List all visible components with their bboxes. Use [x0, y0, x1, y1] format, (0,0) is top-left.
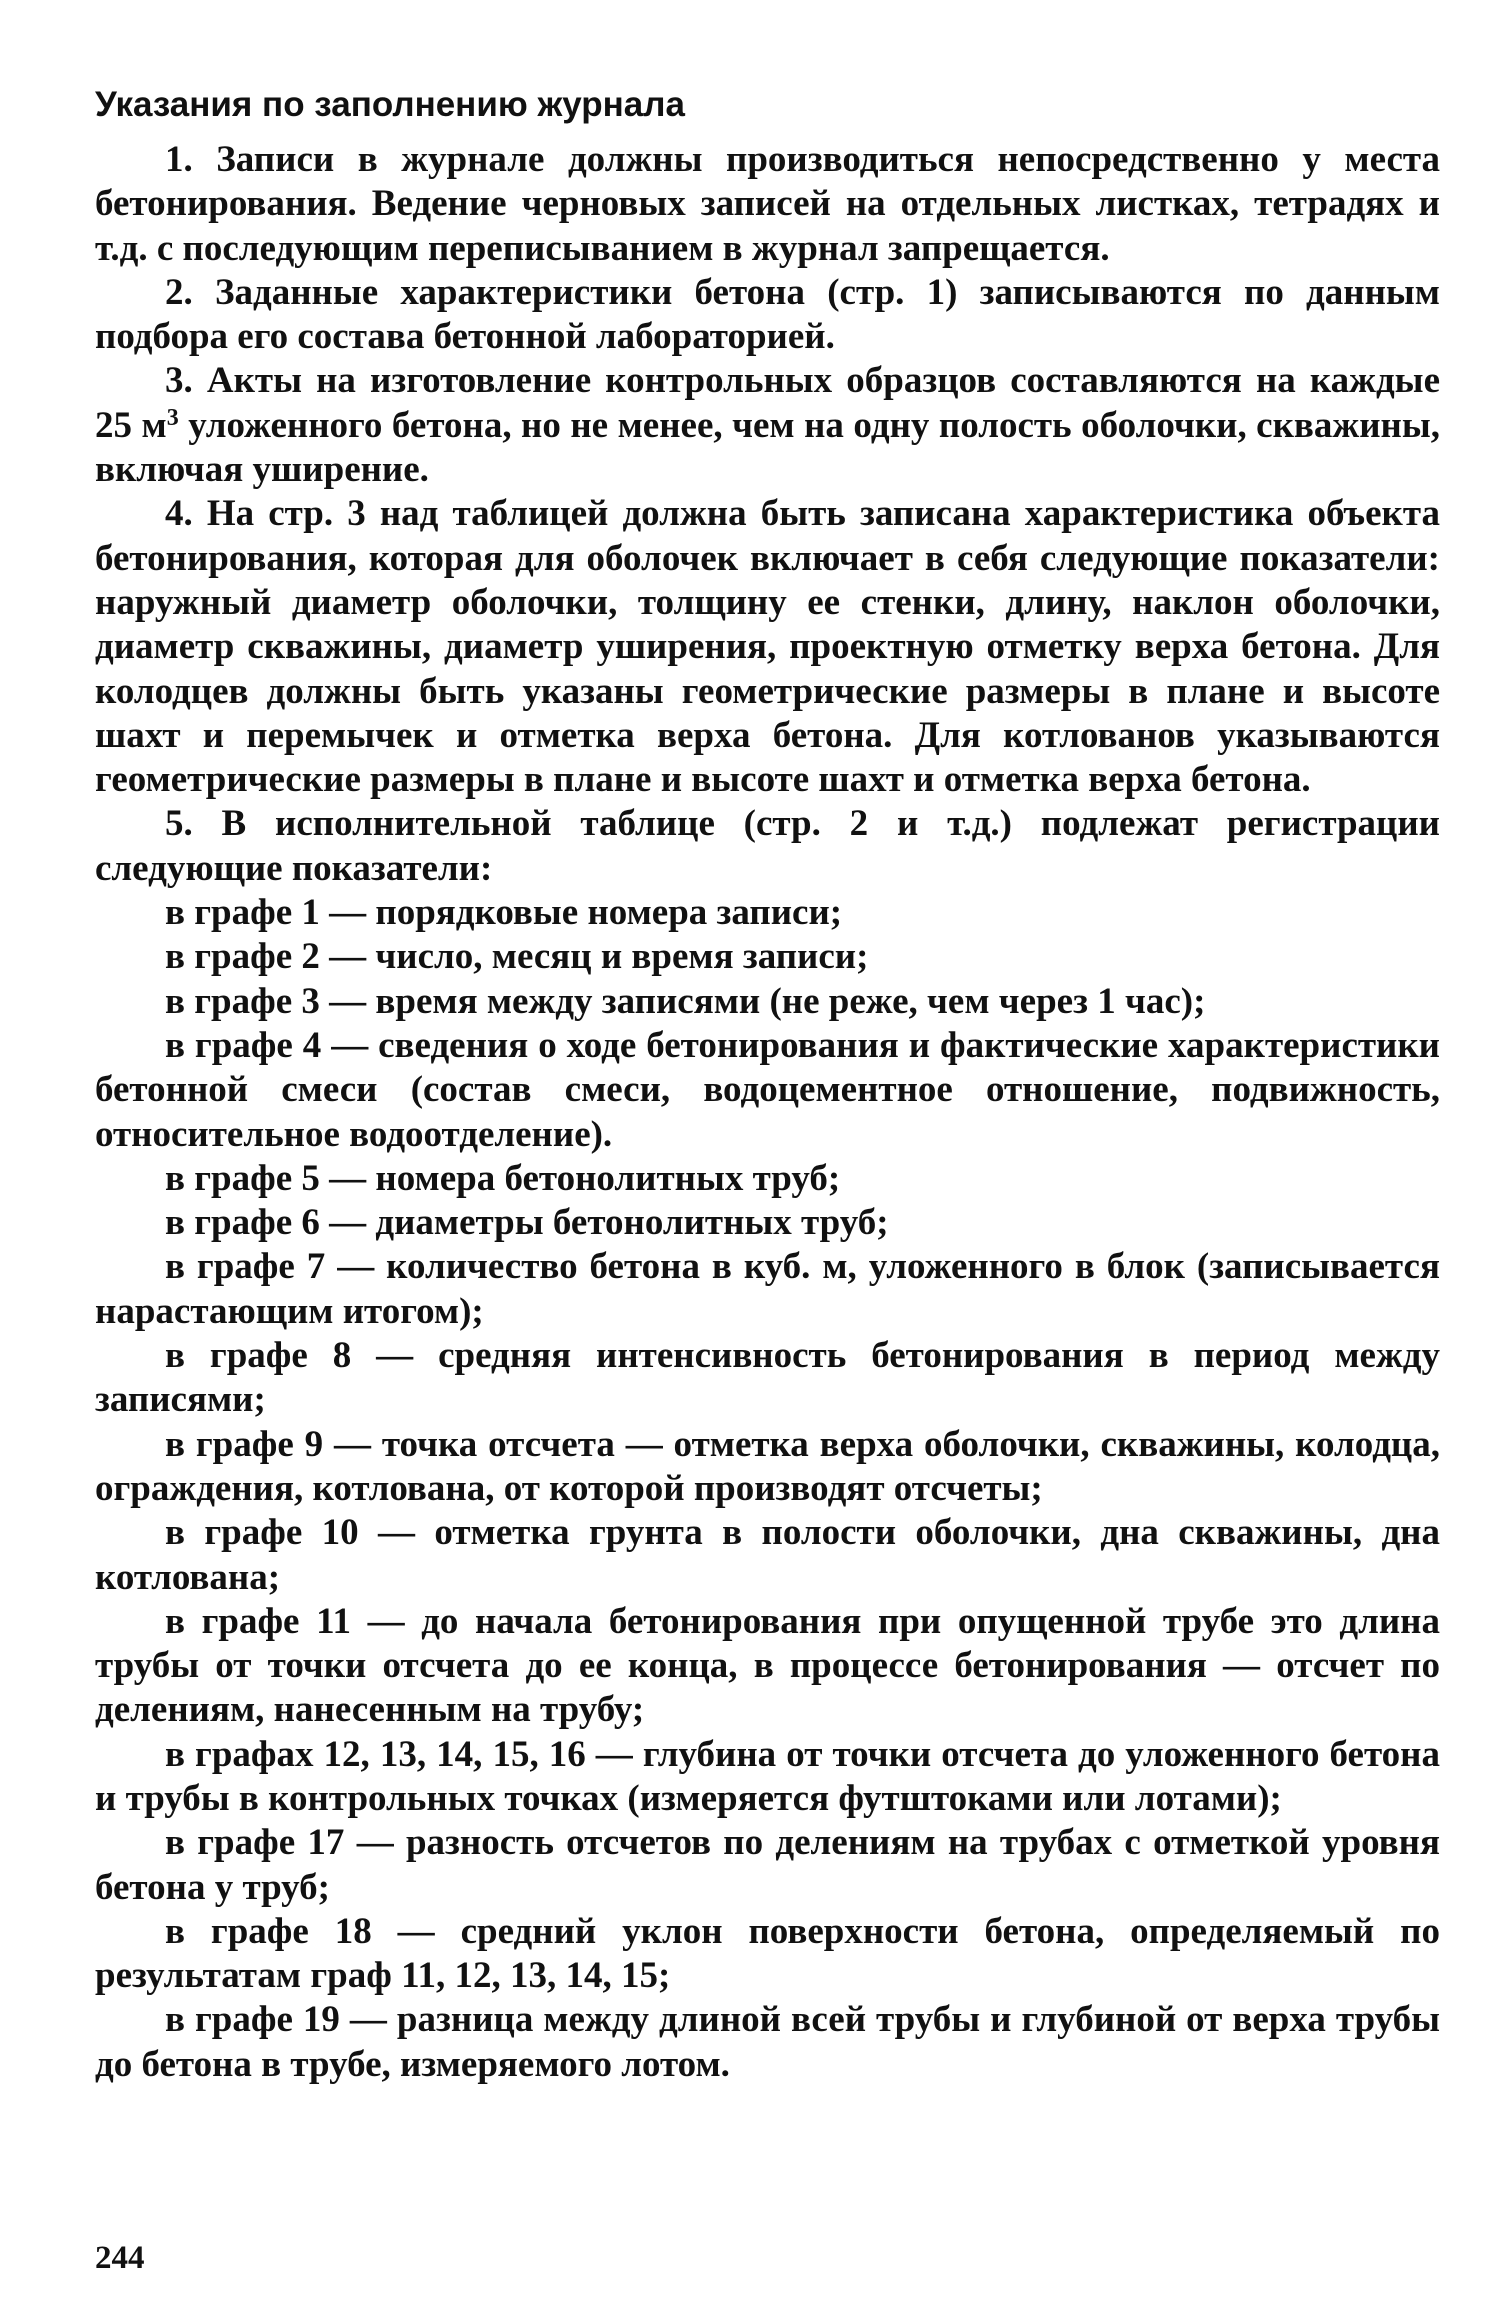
column-item-1: в графе 1 — порядковые номера записи; [165, 892, 843, 934]
paragraph-1: 1. Записи в журнале должны производиться непосредственно у места бетонирования. Ведение черновых записей на отдельных листках, тетрадях и т.д. с последующим переписыванием в журнал запрещается. [95, 139, 1440, 269]
paragraph-3-text-b: уложенного бетона, но не менее, чем на одну полость оболочки, скважины, включая уширение. [95, 404, 1441, 491]
column-item-11: в графе 11 — до начала бетонирования при опущенной трубе это длина трубы от точки отсчета до ее конца, в процессе бетонирования — отсчет по делениям, нанесенным на трубу; [95, 1600, 1440, 1731]
column-item-9: в графе 9 — точка отсчета — отметка верха оболочки, скважины, колодца, ограждения, котлована, от которой производят отсчеты; [95, 1423, 1440, 1509]
paragraph-3-superscript: 3 [166, 404, 179, 431]
column-item-18: в графе 18 — средний уклон поверхности бетона, определяемый по результатам граф 11, 12, 13, 14, 15; [95, 1910, 1440, 1997]
column-item-10: в графе 10 — отметка грунта в полости оболочки, дна скважины, дна котлована; [95, 1512, 1440, 1598]
column-item-19: в графе 19 — разница между длиной всей трубы и глубиной от верха трубы до бетона в трубе, измеряемого лотом. [95, 1999, 1440, 2085]
column-item-7: в графе 7 — количество бетона в куб. м, уложенного в блок (записывается нарастающим итогом); [95, 1246, 1440, 1332]
column-item-17: в графе 17 — разность отсчетов по делениям на трубах с отметкой уровня бетона у труб; [95, 1822, 1440, 1908]
column-item-5: в графе 5 — номера бетонолитных труб; [165, 1157, 841, 1199]
page-number: 244 [95, 2240, 145, 2276]
paragraph-3 [95, 359, 1440, 492]
section-heading: Указания по заполнению журнала [95, 85, 685, 124]
column-item-12-16: в графах 12, 13, 14, 15, 16 — глубина от точки отсчета до уложенного бетона и трубы в контрольных точках (измеряется футштоками или лотами); [95, 1733, 1440, 1819]
paragraph-4: 4. На стр. 3 над таблицей должна быть записана характеристика объекта бетонирования, которая для оболочек включает в себя следующие показатели: наружный диаметр оболочки, толщину ее стенки, длину, наклон оболочки, диаметр скважины, диаметр уширения, проектную отметку верха бетона. Для колодцев должны быть указаны геометрические размеры в плане и высоте шахт и перемычек и отметка верха бетона. Для котлованов указываются геометрические размеры в плане и высоте шахт и отметка верха бетона. [95, 493, 1440, 801]
paragraph-3-text-a: 3. Акты на изготовление контрольных образцов составляются на каждые 25 м [95, 360, 1440, 446]
column-item-8: в графе 8 — средняя интенсивность бетонирования в период между записями; [95, 1335, 1440, 1421]
column-item-4: в графе 4 — сведения о ходе бетонирования и фактические характеристики бетонной смеси (состав смеси, водоцементное отношение, подвижность, относительное водоотделение). [95, 1024, 1440, 1155]
column-item-6: в графе 6 — диаметры бетонолитных труб; [165, 1202, 889, 1244]
document-page [95, 82, 1440, 2087]
paragraph-2: 2. Заданные характеристики бетона (стр. 1) записываются по данным подбора его состава бетонной лабораторией. [95, 271, 1440, 358]
paragraph-5: 5. В исполнительной таблице (стр. 2 и т.д.) подлежат регистрации следующие показатели: [95, 803, 1440, 889]
column-item-2: в графе 2 — число, месяц и время записи; [165, 936, 869, 978]
column-item-3: в графе 3 — время между записями (не реже, чем через 1 час); [165, 980, 1206, 1022]
